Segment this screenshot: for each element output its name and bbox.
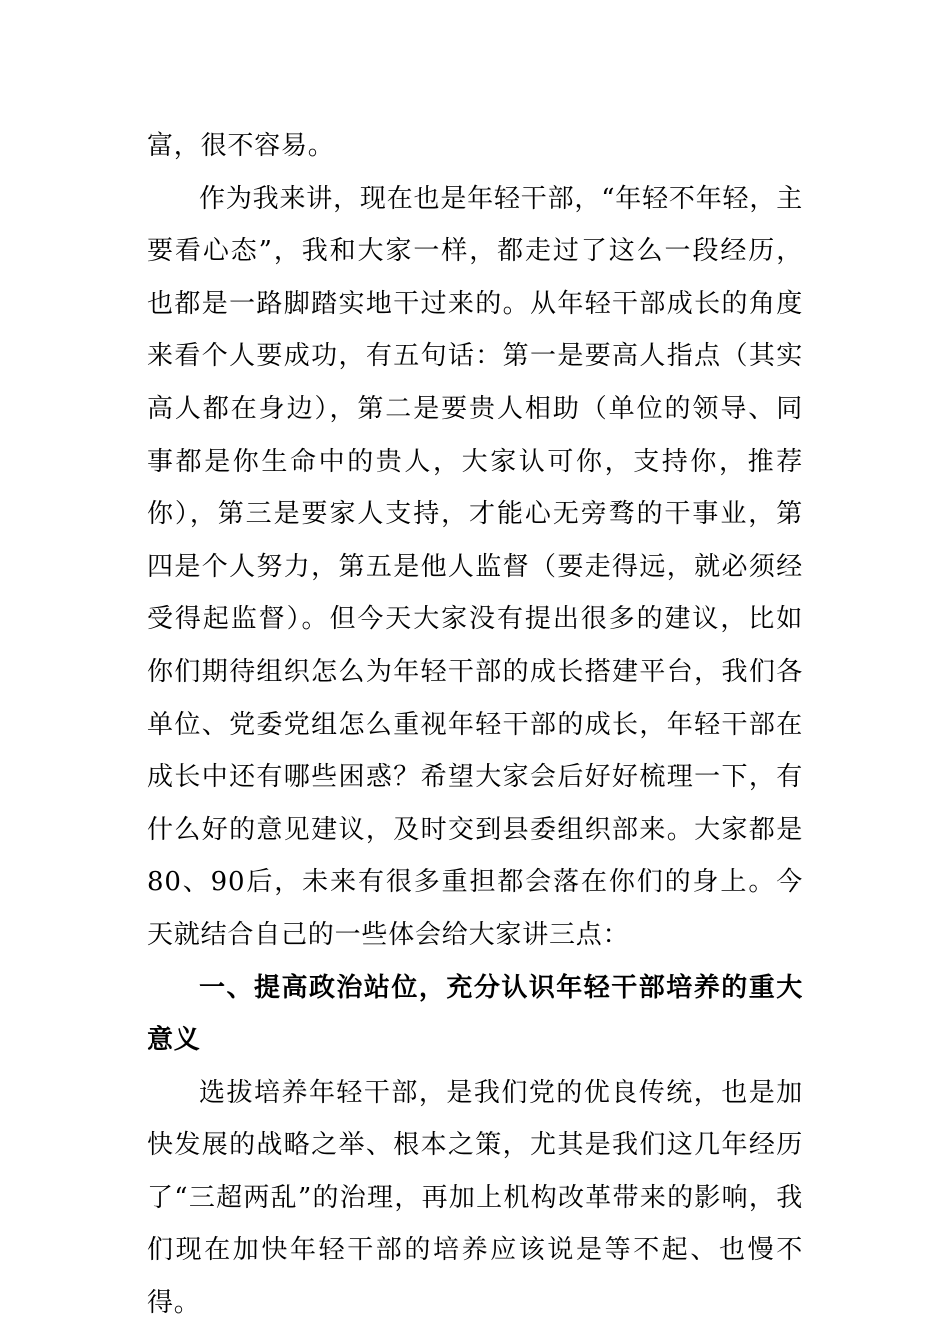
document-body (147, 120, 803, 1330)
section-heading-1: 一、提高政治站位，充分认识年轻干部培养的重大意义 (147, 972, 803, 1056)
paragraph-body-1: 作为我来讲，现在也是年轻干部，“年轻不年轻，主要看心态”，我和大家一样，都走过了这么一段经历，也都是一路脚踏实地干过来的。从年轻干部成长的角度来看个人要成功，有五句话：第一是要高人指点（其实高人都在身边），第二是要贵人相助（单位的领导、同事都是你生命中的贵人，大家认可你，支持你，推荐你），第三是要家人支持，才能心无旁骛的干事业，第四是个人努力，第五是他人监督（要走得远，就必须经受得起监督）。但今天大家没有提出很多的建议，比如你们期待组织怎么为年轻干部的成长搭建平台，我们各单位、党委党组怎么重视年轻干部的成长，年轻干部在成长中还有哪些困惑？希望大家会后好好梳理一下，有什么好的意见建议，及时交到县委组织部来。大家都是80、90后，未来有很多重担都会落在你们的身上。今天就结合自己的一些体会给大家讲三点： (147, 183, 803, 950)
paragraph-body-2: 选拔培养年轻干部，是我们党的优良传统，也是加快发展的战略之举、根本之策，尤其是我们这几年经历了“三超两乱”的治理，再加上机构改革带来的影响，我们现在加快年轻干部的培养应该说是等不起、也慢不得。 (147, 1077, 803, 1319)
paragraph-continuation: 富，很不容易。 (147, 131, 335, 161)
